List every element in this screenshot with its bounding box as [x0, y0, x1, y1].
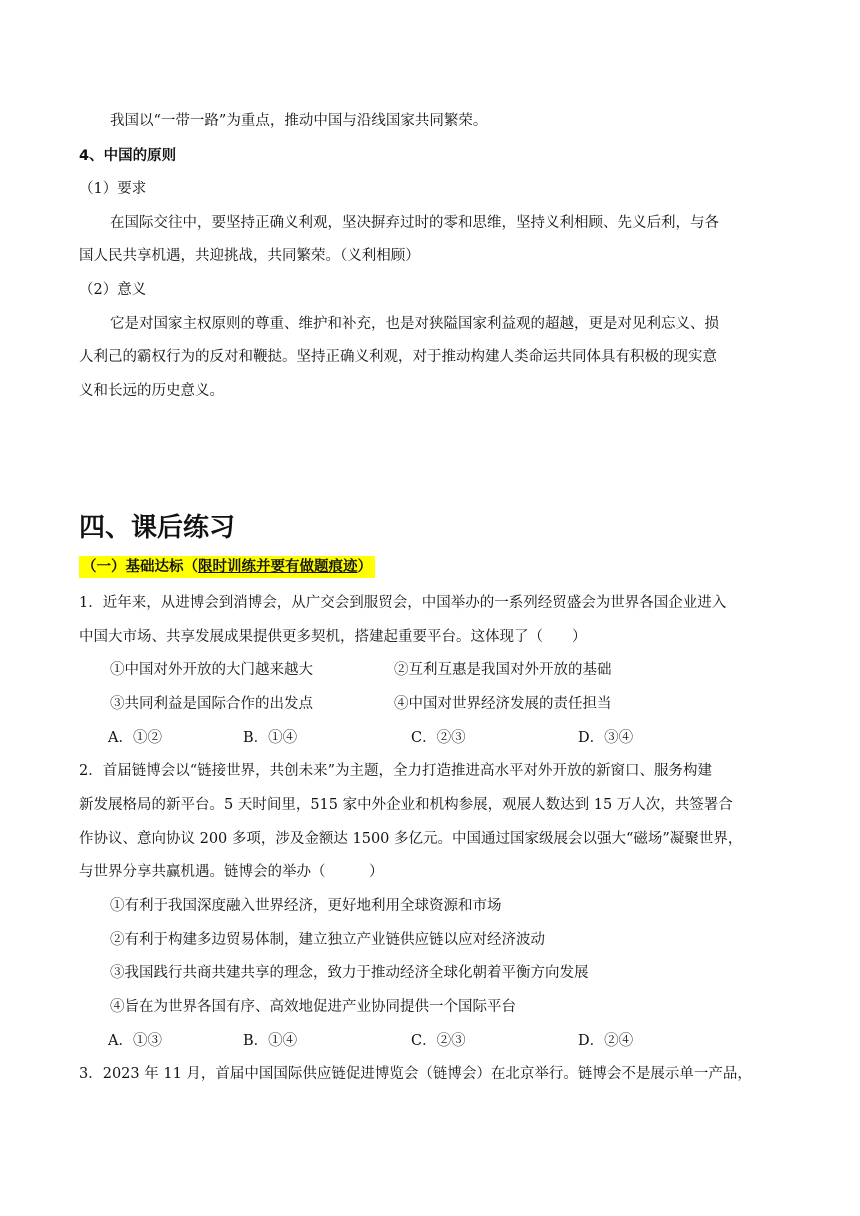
question-2-stem-line-3: 作协议、意向协议 200 多项，涉及金额达 1500 多亿元。中国通过国家级展会以强大“磁场”凝聚世界，: [79, 831, 743, 847]
question-1-option-c[interactable]: C．②③: [411, 730, 466, 746]
significance-line-2: 人利己的霸权行为的反对和鞭挞。坚持正确义利观，对于推动构建人类命运共同体具有积极的现实意: [79, 349, 717, 365]
question-1-option-d[interactable]: D．③④: [578, 730, 634, 746]
paragraph-belt-and-road: 我国以“一带一路”为重点，推动中国与沿线国家共同繁荣。: [110, 113, 488, 129]
question-2-statement-1: ①有利于我国深度融入世界经济，更好地利用全球资源和市场: [110, 898, 502, 914]
question-1-option-a[interactable]: A．①②: [108, 730, 162, 746]
question-2-option-a[interactable]: A．①③: [108, 1033, 162, 1049]
question-1-statement-1: ①中国对外开放的大门越来越大: [110, 662, 313, 678]
section-title: 四、课后练习: [79, 513, 236, 543]
question-1-option-b[interactable]: B．①④: [243, 730, 298, 746]
question-2-stem-line-4: 与世界分享共赢机遇。链博会的举办（ ）: [79, 864, 384, 880]
question-2-statement-3: ③我国践行共商共建共享的理念，致力于推动经济全球化朝着平衡方向发展: [110, 965, 589, 981]
subsection-prefix: （一）基础达标（: [82, 559, 198, 575]
highlighted-subsection-heading: [79, 556, 375, 578]
significance-line-3: 义和长远的历史意义。: [79, 383, 224, 399]
subsection-suffix: ）: [357, 559, 372, 575]
requirement-line-1: 在国际交往中，要坚持正确义利观，坚决摒弃过时的零和思维，坚持义利相顾、先义后利，与各: [110, 215, 719, 231]
question-1-stem-line-1: 1．近年来，从进博会到消博会，从广交会到服贸会，中国举办的一系列经贸盛会为世界各国企业进入: [79, 595, 727, 611]
subheading-requirement: （1）要求: [79, 181, 147, 197]
question-1-statement-4: ④中国对世界经济发展的责任担当: [394, 696, 612, 712]
subsection-underlined-note: 限时训练并要有做题痕迹: [198, 559, 358, 575]
question-2-stem-line-2: 新发展格局的新平台。5 天时间里，515 家中外企业和机构参展，观展人数达到 15 万人次，共签署合: [79, 797, 733, 813]
question-2-option-b[interactable]: B．①④: [243, 1033, 298, 1049]
question-1-statement-2: ②互利互惠是我国对外开放的基础: [394, 662, 612, 678]
question-2-stem-line-1: 2．首届链博会以“链接世界，共创未来”为主题，全力打造推进高水平对外开放的新窗口、服务构建: [79, 763, 713, 779]
question-1-statement-3: ③共同利益是国际合作的出发点: [110, 696, 313, 712]
question-3-stem-line-1: 3．2023 年 11 月，首届中国国际供应链促进博览会（链博会）在北京举行。链博会不是展示单一产品，: [79, 1066, 752, 1082]
requirement-line-2: 国人民共享机遇，共迎挑战，共同繁荣。（义利相顾）: [79, 248, 420, 264]
question-1-stem-line-2: 中国大市场、共享发展成果提供更多契机，搭建起重要平台。这体现了（ ）: [79, 629, 587, 645]
heading-china-principle: 4、中国的原则: [79, 148, 177, 164]
question-2-statement-2: ②有利于构建多边贸易体制，建立独立产业链供应链以应对经济波动: [110, 932, 545, 948]
question-2-statement-4: ④旨在为世界各国有序、高效地促进产业协同提供一个国际平台: [110, 999, 516, 1015]
subheading-significance: （2）意义: [79, 282, 147, 298]
question-2-option-c[interactable]: C．②③: [411, 1033, 466, 1049]
significance-line-1: 它是对国家主权原则的尊重、维护和补充，也是对狭隘国家利益观的超越，更是对见利忘义、损: [110, 316, 719, 332]
question-2-option-d[interactable]: D．②④: [578, 1033, 634, 1049]
